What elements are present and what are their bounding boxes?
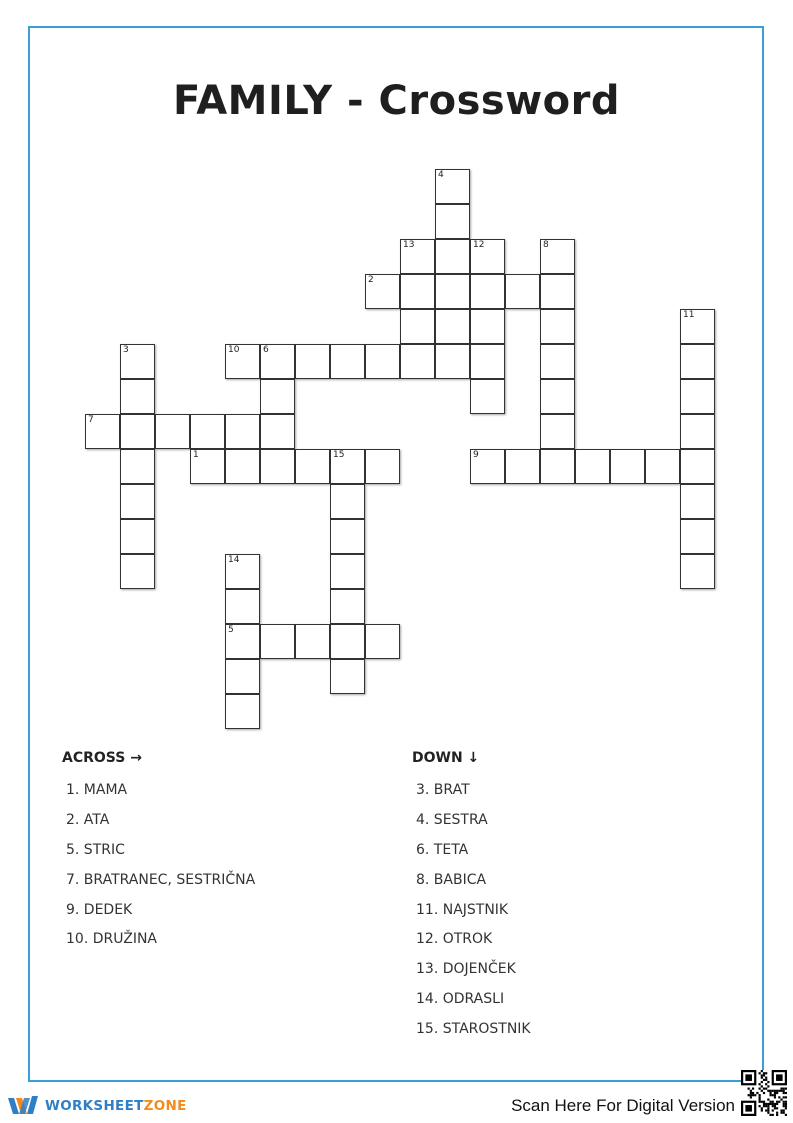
grid-cell[interactable]	[435, 204, 470, 239]
down-heading: DOWN ↓	[412, 750, 480, 766]
grid-cell[interactable]	[610, 449, 645, 484]
across-clue: 1. MAMA	[66, 782, 128, 798]
grid-cell[interactable]	[540, 449, 575, 484]
grid-cell[interactable]	[260, 449, 295, 484]
down-clue: 3. BRAT	[416, 782, 470, 798]
grid-cell[interactable]	[645, 449, 680, 484]
grid-cell[interactable]	[260, 379, 295, 414]
grid-cell[interactable]	[680, 344, 715, 379]
clue-number: 14	[228, 555, 240, 565]
grid-cell[interactable]	[400, 309, 435, 344]
clue-number: 8	[543, 240, 549, 250]
grid-cell[interactable]	[400, 274, 435, 309]
grid-cell[interactable]	[470, 449, 505, 484]
grid-cell[interactable]	[225, 659, 260, 694]
grid-cell[interactable]	[295, 449, 330, 484]
grid-cell[interactable]	[225, 344, 260, 379]
grid-cell[interactable]	[505, 274, 540, 309]
grid-cell[interactable]	[435, 169, 470, 204]
clue-number: 15	[333, 450, 345, 460]
grid-cell[interactable]	[540, 379, 575, 414]
grid-cell[interactable]	[540, 309, 575, 344]
page-title: FAMILY - Crossword	[172, 78, 621, 124]
grid-cell[interactable]	[435, 344, 470, 379]
grid-cell[interactable]	[260, 344, 295, 379]
grid-cell[interactable]	[120, 414, 155, 449]
brand-accent: ZONE	[143, 1098, 187, 1114]
grid-cell[interactable]	[330, 624, 365, 659]
grid-cell[interactable]	[85, 414, 120, 449]
clue-number: 5	[228, 625, 234, 635]
grid-cell[interactable]	[330, 519, 365, 554]
grid-cell[interactable]	[470, 274, 505, 309]
grid-cell[interactable]	[190, 449, 225, 484]
brand-name	[45, 1098, 187, 1114]
grid-cell[interactable]	[470, 344, 505, 379]
grid-cell[interactable]	[365, 449, 400, 484]
down-clue: 15. STAROSTNIK	[416, 1021, 531, 1038]
grid-cell[interactable]	[120, 554, 155, 589]
grid-cell[interactable]	[295, 344, 330, 379]
brand-logo[interactable]	[8, 1094, 187, 1118]
grid-cell[interactable]	[680, 484, 715, 519]
grid-cell[interactable]	[400, 239, 435, 274]
grid-cell[interactable]	[330, 344, 365, 379]
clue-number: 1	[193, 450, 199, 460]
across-heading: ACROSS →	[62, 750, 142, 766]
grid-cell[interactable]	[190, 414, 225, 449]
clue-number: 9	[473, 450, 479, 460]
grid-cell[interactable]	[680, 414, 715, 449]
grid-cell[interactable]	[260, 624, 295, 659]
grid-cell[interactable]	[505, 449, 540, 484]
grid-cell[interactable]	[225, 554, 260, 589]
down-clue: 13. DOJENČEK	[416, 961, 516, 978]
grid-cell[interactable]	[330, 589, 365, 624]
clue-number: 2	[368, 275, 374, 285]
clue-number: 4	[438, 170, 444, 180]
grid-cell[interactable]	[540, 239, 575, 274]
across-clue: 5. STRIC	[66, 841, 125, 858]
grid-cell[interactable]	[365, 344, 400, 379]
grid-cell[interactable]	[330, 449, 365, 484]
down-clue: 6. TETA	[416, 841, 469, 858]
grid-cell[interactable]	[680, 379, 715, 414]
across-clue: 2. ATA	[66, 811, 110, 828]
grid-cell[interactable]	[225, 624, 260, 659]
clue-number: 12	[473, 240, 485, 250]
across-clue: 10. DRUŽINA	[66, 931, 157, 948]
grid-cell[interactable]	[680, 449, 715, 484]
grid-cell[interactable]	[225, 449, 260, 484]
clue-number: 10	[228, 345, 240, 355]
across-clue-list	[66, 780, 255, 959]
grid-cell[interactable]	[365, 274, 400, 309]
grid-cell[interactable]	[470, 309, 505, 344]
grid-cell[interactable]	[540, 344, 575, 379]
qr-code-icon[interactable]	[741, 1070, 787, 1116]
scan-label: Scan Here For Digital Version	[511, 1096, 735, 1115]
clue-number: 11	[683, 310, 695, 320]
grid-cell[interactable]	[540, 414, 575, 449]
grid-cell[interactable]	[400, 344, 435, 379]
grid-cell[interactable]	[365, 624, 400, 659]
grid-cell[interactable]	[680, 554, 715, 589]
grid-cell[interactable]	[120, 379, 155, 414]
down-clue: 11. NAJSTNIK	[416, 901, 509, 918]
grid-cell[interactable]	[470, 239, 505, 274]
grid-cell[interactable]	[225, 694, 260, 729]
grid-cell[interactable]	[225, 589, 260, 624]
grid-cell[interactable]	[575, 449, 610, 484]
down-clue: 12. OTROK	[416, 931, 493, 948]
clue-number: 6	[263, 345, 269, 355]
grid-cell[interactable]	[225, 414, 260, 449]
worksheet-zone-logo-icon	[8, 1094, 42, 1118]
clue-number: 7	[88, 415, 94, 425]
grid-cell[interactable]	[330, 659, 365, 694]
grid-cell[interactable]	[120, 519, 155, 554]
clue-number: 13	[403, 240, 415, 250]
brand-main: WORKSHEET	[45, 1098, 144, 1114]
grid-cell[interactable]	[120, 449, 155, 484]
down-clue: 14. ODRASLI	[416, 991, 505, 1008]
grid-cell[interactable]	[540, 274, 575, 309]
across-clue: 7. BRATRANEC, SESTRIČNA	[66, 871, 256, 888]
grid-cell[interactable]	[435, 239, 470, 274]
grid-cell[interactable]	[120, 484, 155, 519]
grid-cell[interactable]	[330, 554, 365, 589]
grid-cell[interactable]	[470, 379, 505, 414]
across-clue: 9. DEDEK	[66, 901, 133, 918]
grid-cell[interactable]	[295, 624, 330, 659]
clue-number: 3	[123, 345, 129, 355]
grid-cell[interactable]	[260, 414, 295, 449]
grid-cell[interactable]	[330, 484, 365, 519]
grid-cell[interactable]	[680, 309, 715, 344]
grid-cell[interactable]	[435, 274, 470, 309]
down-clue-list	[416, 780, 531, 1049]
grid-cell[interactable]	[680, 519, 715, 554]
down-clue: 8. BABICA	[416, 871, 487, 888]
grid-cell[interactable]	[155, 414, 190, 449]
down-clue: 4. SESTRA	[416, 811, 488, 828]
grid-cell[interactable]	[120, 344, 155, 379]
grid-cell[interactable]	[435, 309, 470, 344]
